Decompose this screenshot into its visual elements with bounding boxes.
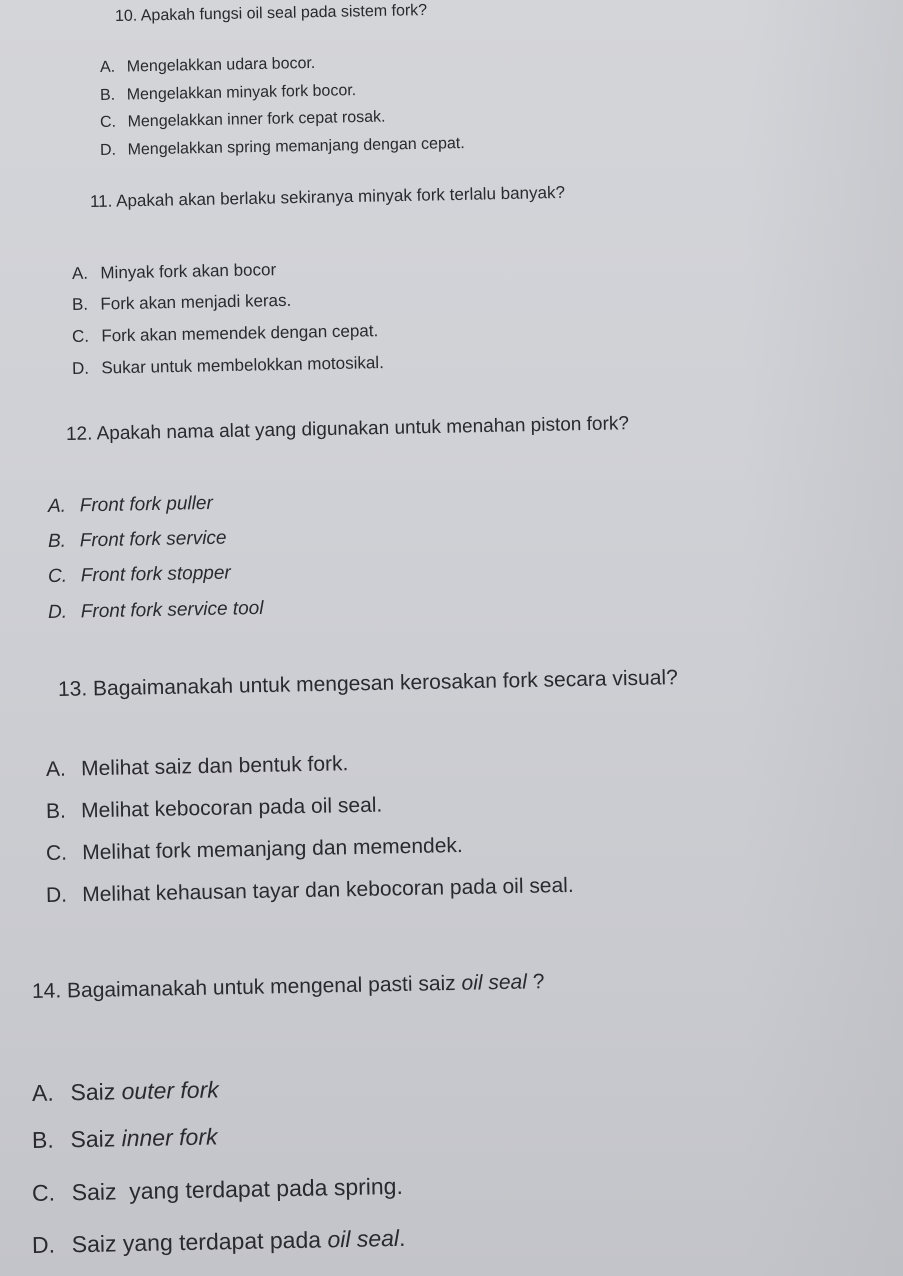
option-text: Saiz yang terdapat pada	[71, 1226, 328, 1258]
option-text: Front fork puller	[79, 492, 213, 517]
option-letter: B.	[45, 799, 67, 823]
option-italic-term: oil seal	[327, 1224, 400, 1253]
option-text: Mengelakkan minyak fork bocor.	[126, 82, 357, 104]
option-letter: C.	[45, 841, 68, 865]
option-letter: D.	[45, 883, 68, 907]
option-letter: C.	[71, 326, 90, 346]
option-italic-term: inner fork	[121, 1123, 218, 1152]
option-letter: C.	[99, 113, 117, 131]
question-14-suffix: ?	[526, 970, 545, 994]
option-text: Melihat saiz dan bentuk fork.	[80, 752, 349, 781]
option-text: Saiz yang terdapat pada spring.	[71, 1172, 404, 1206]
option-letter: B.	[47, 530, 67, 552]
option-letter: C.	[47, 565, 68, 587]
option-12-b	[48, 528, 227, 553]
question-14-italic-term: oil seal	[461, 970, 528, 995]
option-10-b	[100, 82, 357, 105]
option-10-c	[100, 109, 386, 132]
question-14	[32, 970, 545, 1004]
question-13: 13. Bagaimanakah untuk mengesan kerosakan fork secara visual?	[57, 666, 678, 701]
question-12: 12. Apakah nama alat yang digunakan untuk menahan piston fork?	[65, 413, 630, 445]
option-letter: D.	[71, 358, 90, 378]
option-text: Fork akan memendek dengan cepat.	[101, 321, 379, 346]
option-11-c	[72, 321, 379, 347]
option-suffix: .	[398, 1224, 406, 1251]
option-11-d	[72, 353, 384, 379]
option-letter: A.	[31, 1079, 54, 1106]
option-14-b	[32, 1123, 218, 1154]
option-text: Fork akan menjadi keras.	[100, 290, 292, 314]
option-text: Mengelakkan spring memanjang dengan cepat.	[127, 134, 465, 159]
option-11-b	[72, 291, 292, 315]
question-14-text: 14. Bagaimanakah untuk mengenal pasti saiz	[31, 971, 462, 1003]
option-letter: A.	[47, 495, 67, 517]
option-12-c	[48, 562, 231, 588]
option-letter: B.	[99, 86, 116, 104]
option-letter: C.	[31, 1179, 56, 1206]
question-11: 11. Apakah akan berlaku sekiranya minyak fork terlalu banyak?	[89, 182, 566, 211]
option-letter: A.	[99, 58, 116, 76]
option-letter: B.	[31, 1126, 54, 1153]
option-13-d	[46, 874, 574, 908]
option-text: Melihat fork memanjang dan memendek.	[82, 834, 463, 865]
option-text: Front fork service	[79, 527, 227, 552]
option-13-c	[46, 834, 463, 866]
option-11-a	[72, 260, 277, 284]
option-14-c	[32, 1173, 403, 1207]
page-shadow	[743, 0, 903, 1276]
option-text: Front fork stopper	[80, 562, 231, 587]
option-text: Mengelakkan udara bocor.	[126, 54, 316, 76]
option-text: Saiz	[70, 1078, 122, 1106]
option-text: Melihat kebocoran pada oil seal.	[80, 793, 383, 823]
option-letter: D.	[47, 601, 68, 623]
option-text: Minyak fork akan bocor	[100, 260, 277, 283]
option-letter: A.	[45, 757, 67, 781]
option-letter: B.	[71, 294, 89, 314]
option-text: Mengelakkan inner fork cepat rosak.	[127, 108, 386, 131]
option-13-a	[46, 752, 349, 782]
question-10: 10. Apakah fungsi oil seal pada sistem fork?	[114, 2, 428, 25]
option-italic-term: outer fork	[121, 1076, 219, 1105]
option-14-d	[32, 1225, 406, 1259]
option-13-b	[46, 794, 383, 824]
option-letter: D.	[99, 141, 117, 159]
option-12-a	[48, 493, 213, 518]
option-12-d	[48, 598, 264, 624]
option-letter: A.	[71, 263, 89, 283]
option-text: Melihat kehausan tayar dan kebocoran pada oil seal.	[82, 873, 574, 907]
option-text: Saiz	[70, 1125, 122, 1153]
option-10-a	[100, 55, 316, 77]
option-text: Sukar untuk membelokkan motosikal.	[101, 353, 385, 378]
option-text: Front fork service tool	[80, 597, 264, 623]
option-14-a	[32, 1076, 219, 1107]
option-10-d	[100, 135, 465, 160]
option-letter: D.	[31, 1231, 56, 1258]
